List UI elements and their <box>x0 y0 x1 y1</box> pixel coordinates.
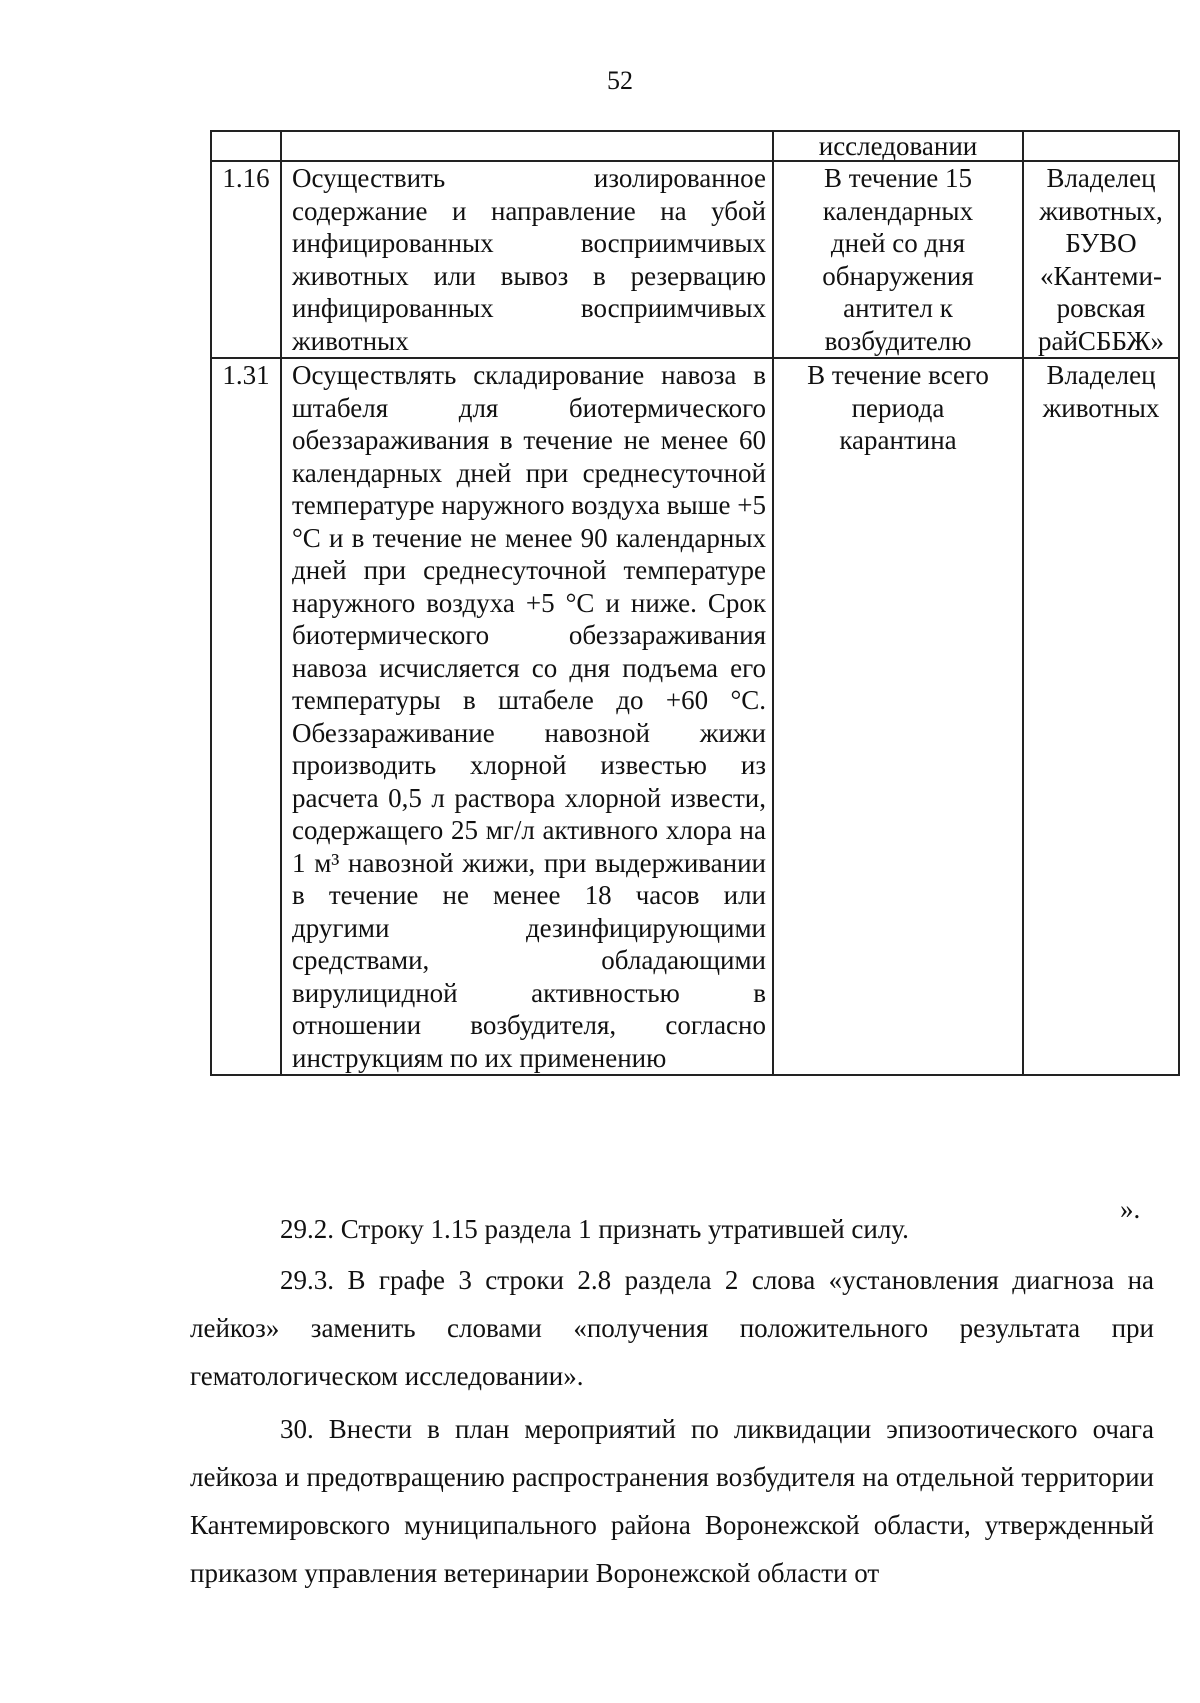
term-cell: В течение всего периода карантина <box>773 358 1023 1075</box>
measures-table <box>210 130 1180 1076</box>
paragraph-29-2: 29.2. Строку 1.15 раздела 1 признать утратившей силу. <box>280 1214 909 1244</box>
table-row <box>211 161 1179 358</box>
table-row-continuation <box>211 131 1179 161</box>
page-number: 52 <box>607 66 633 95</box>
measure-text-cell <box>281 131 773 161</box>
paragraph-29-3: 29.3. В графе 3 строки 2.8 раздела 2 слова «установления диагноза на лейкоз» заменить словами «получения положительного результата при гематологическом исследовании». <box>190 1265 1154 1391</box>
closing-quote: ». <box>1120 1194 1141 1224</box>
row-number-cell: 1.16 <box>211 161 281 358</box>
executor-cell <box>1023 131 1179 161</box>
paragraph-30: 30. Внести в план мероприятий по ликвидации эпизоотического очага лейкоза и предотвращению распространения возбудителя на отдельной территории Кантемировского муниципального района Воронежской области, утвержденный приказом управления ветеринарии Воронежской области от <box>190 1414 1154 1588</box>
term-cell: исследовании <box>773 131 1023 161</box>
table-row <box>211 358 1179 1075</box>
executor-cell: Владелец животных, БУВО «Кантеми- ровская райСББЖ» <box>1023 161 1179 358</box>
measure-text-cell: Осуществить изолированное содержание и направление на убой инфицированных восприимчивых животных или вывоз в резервацию инфицированных восприимчивых животных <box>281 161 773 358</box>
measure-text-cell: Осуществлять складирование навоза в штабеля для биотермического обеззараживания в течение не менее 60 календарных дней при среднесуточной температуре наружного воздуха выше +5 °С и в течение не менее 90 календарных дней при среднесуточной температуре наружного воздуха +5 °С и ниже. Срок биотермического обеззараживания навоза исчисляется со дня подъема его температуры в штабеле до +60 °С. Обеззараживание навозной жижи производить хлорной известью из расчета 0,5 л раствора хлорной извести, содержащего 25 мг/л активного хлора на 1 м³ навозной жижи, при выдерживании в течение не менее 18 часов или другими дезинфицирующими средствами, обладающими вирулицидной активностью в отношении возбудителя, согласно инструкциям по их применению <box>281 358 773 1075</box>
row-number-cell: 1.31 <box>211 358 281 1075</box>
term-cell: В течение 15 календарных дней со дня обнаружения антител к возбудителю <box>773 161 1023 358</box>
row-number-cell <box>211 131 281 161</box>
executor-cell: Владелец животных <box>1023 358 1179 1075</box>
